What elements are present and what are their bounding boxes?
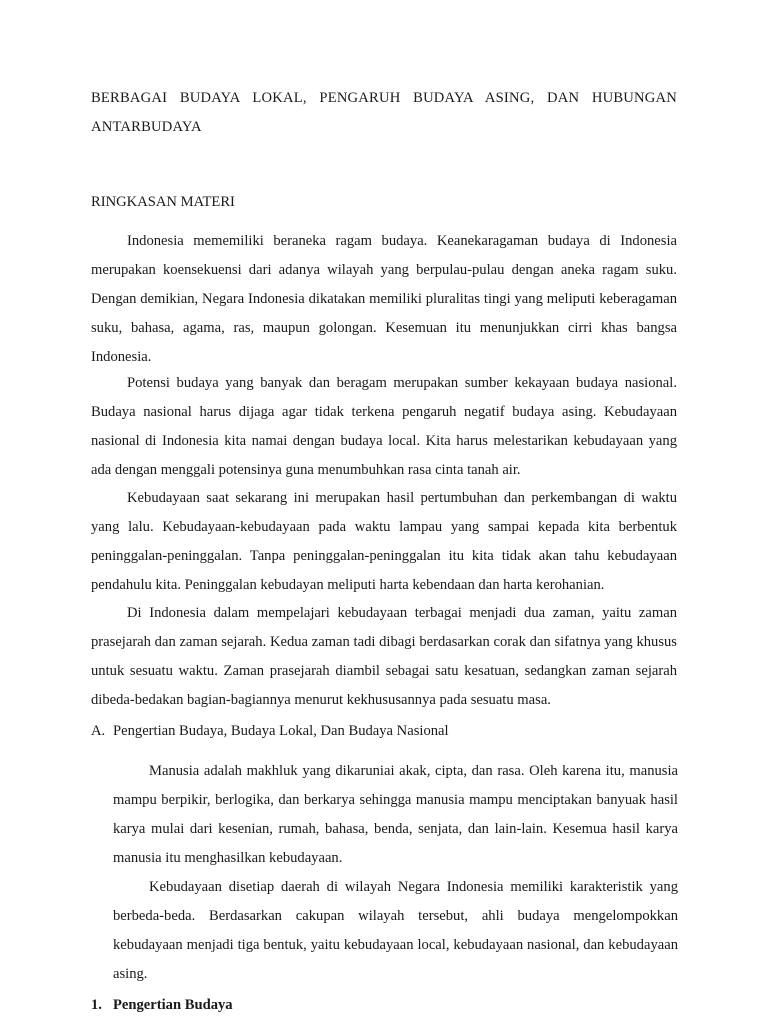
subsection-1-label: 1. xyxy=(91,997,102,1013)
title-line-2: ANTARBUDAYA xyxy=(91,119,202,135)
summary-heading: RINGKASAN MATERI xyxy=(91,194,235,210)
subsection-1-heading xyxy=(91,991,677,1020)
paragraph-4: Di Indonesia dalam mempelajari kebudayaan terbagai menjadi dua zaman, yaitu zaman prasejarah dan zaman sejarah. Kedua zaman tadi dibagi berdasarkan corak dan sifatnya yang khusus untuk sesuatu waktu. Zaman prasejarah diambil sebagai satu kesatuan, sedangkan zaman sejarah dibeda-bedakan bagian-bagiannya menurut kekhususannya pada sesuatu masa. xyxy=(91,605,677,708)
section-a-paragraph-2: Kebudayaan disetiap daerah di wilayah Negara Indonesia memiliki karakteristik yang berbeda-beda. Berdasarkan cakupan wilayah tersebut, ahli budaya mengelompokkan kebudayaan menjadi tiga bentuk, yaitu kebudayaan local, kebudayaan nasional, dan kebudayaan asing. xyxy=(113,879,678,982)
paragraph-2: Potensi budaya yang banyak dan beragam merupakan sumber kekayaan budaya nasional. Budaya nasional harus dijaga agar tidak terkena pengaruh negatif budaya asing. Kebudayaan nasional di Indonesia kita namai dengan budaya local. Kita harus melestarikan kebudayaan yang ada dengan menggali potensinya guna menumbuhkan rasa cinta tanah air. xyxy=(91,375,677,478)
subsection-1-title: Pengertian Budaya xyxy=(113,997,233,1013)
paragraph-3: Kebudayaan saat sekarang ini merupakan hasil pertumbuhan dan perkembangan di waktu yang lalu. Kebudayaan-kebudayaan pada waktu lampau yang sampai kepada kita berbentuk peninggalan-peninggalan. Tanpa peninggalan-peninggalan itu kita tidak akan tahu kebudayaan pendahulu kita. Peninggalan kebudayan meliputi harta kebendaan dan harta kerohanian. xyxy=(91,490,677,593)
document-title xyxy=(91,84,677,142)
section-a-title: Pengertian Budaya, Budaya Lokal, Dan Budaya Nasional xyxy=(113,723,449,739)
section-a-heading xyxy=(91,717,677,746)
section-a-label: A. xyxy=(91,723,106,739)
title-line-1: BERBAGAI BUDAYA LOKAL, PENGARUH BUDAYA ASING, DAN HUBUNGAN xyxy=(91,90,677,106)
section-a-paragraph-1: Manusia adalah makhluk yang dikaruniai akak, cipta, dan rasa. Oleh karena itu, manusia mampu berpikir, berlogika, dan berkarya sehingga manusia mampu menciptakan banyuak hasil karya mulai dari kesenian, rumah, bahasa, benda, senjata, dan lain-lain. Kesemua hasil karya manusia itu menghasilkan kebudayaan. xyxy=(113,763,678,866)
paragraph-1: Indonesia mememiliki beraneka ragam budaya. Keanekaragaman budaya di Indonesia merupakan koensekuensi dari adanya wilayah yang berpulau-pulau dengan aneka ragam suku. Dengan demikian, Negara Indonesia dikatakan memiliki pluralitas tingi yang meliputi keberagaman suku, bahasa, agama, ras, maupun golongan. Kesemuan itu menunjukkan cirri khas bangsa Indonesia. xyxy=(91,233,677,365)
